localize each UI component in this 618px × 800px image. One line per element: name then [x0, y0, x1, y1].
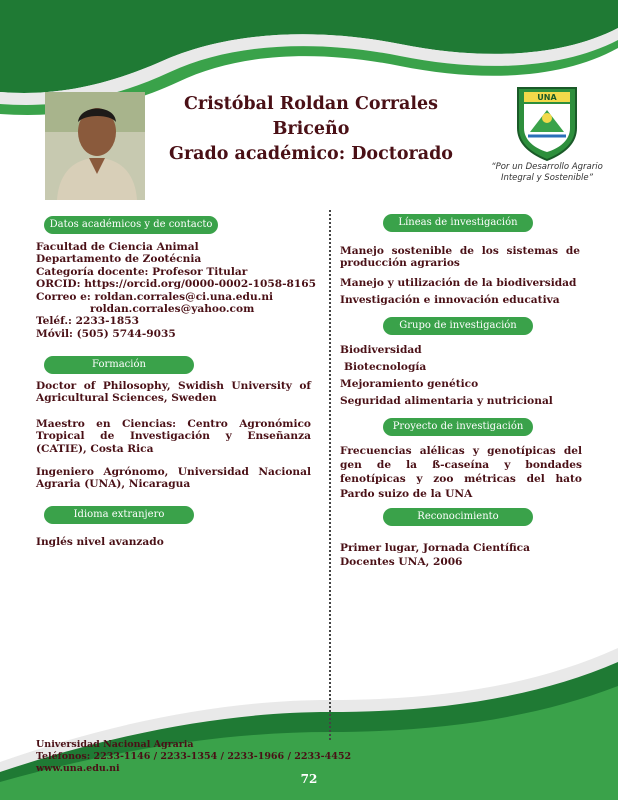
linea-item-3: Investigación e innovación educativa: [340, 294, 560, 306]
linea-item-1: Manejo sostenible de los sistemas de producción agrarios: [340, 245, 580, 270]
contact-line-phone: Teléf.: 2233-1853: [36, 315, 140, 328]
footer-website[interactable]: www.una.edu.ni: [36, 763, 120, 774]
motto-line-1: “Por un Desarrollo Agrario: [491, 162, 603, 172]
idioma-section-pill: Idioma extranjero: [44, 506, 194, 524]
proyecto-section-pill: Proyecto de investigación: [383, 418, 533, 436]
contact-line-email-2: roldan.corrales@yahoo.com: [90, 303, 255, 316]
institution-motto: [482, 162, 612, 184]
lineas-section-pill: Líneas de investigación: [383, 214, 533, 232]
header-title-block: [146, 92, 476, 167]
contact-line-department: Departamento de Zootécnia: [36, 253, 202, 266]
proyecto-text: Frecuencias alélicas y genotípicas del gen de la ß-caseína y bondades fenotípicas y zoo métricas del hato Pardo suizo de la UNA: [340, 445, 582, 500]
motto-line-2: Integral y Sostenible”: [500, 173, 594, 183]
page-number: 72: [300, 772, 318, 786]
contact-line-faculty: Facultad de Ciencia Animal: [36, 241, 199, 253]
formacion-section-pill: Formación: [44, 356, 194, 374]
contact-info: [36, 241, 326, 340]
svg-text:UNA: UNA: [537, 93, 557, 102]
grupo-item-1: Biodiversidad: [340, 344, 422, 356]
reconocimiento-text: Primer lugar, Jornada Científica Docentes UNA, 2006: [340, 542, 530, 568]
formacion-item-2: Maestro en Ciencias: Centro Agronómico Tropical de Investigación y Enseñanza (CATIE), Costa Rica: [36, 418, 311, 455]
reconocimiento-section-pill: Reconocimiento: [383, 508, 533, 526]
formacion-item-1: Doctor of Philosophy, Swidish University of Agricultural Sciences, Sweden: [36, 380, 311, 405]
contact-line-category: Categoría docente: Profesor Titular: [36, 265, 248, 278]
grupo-section-pill: Grupo de investigación: [383, 317, 533, 335]
academic-degree: Grado académico: Doctorado: [169, 144, 453, 164]
formacion-item-3: Ingeniero Agrónomo, Universidad Nacional Agraria (UNA), Nicaragua: [36, 466, 311, 491]
grupo-item-4: Seguridad alimentaria y nutricional: [340, 395, 553, 407]
profile-photo: [45, 92, 145, 200]
idioma-text: Inglés nivel avanzado: [36, 536, 164, 548]
una-seal-logo: [510, 82, 584, 162]
grupo-item-3: Mejoramiento genético: [340, 378, 479, 390]
linea-item-2: Manejo y utilización de la biodiversidad: [340, 277, 577, 289]
footer-contact: [36, 739, 351, 775]
footer-phones: Teléfonos: 2233-1146 / 2233-1354 / 2233-1966 / 2233-4452: [36, 751, 352, 762]
contact-line-email: Correo e: roldan.corrales@ci.una.edu.ni: [36, 290, 274, 303]
grupo-item-2: Biotecnología: [344, 361, 427, 373]
person-name: Cristóbal Roldan Corrales Briceño: [184, 94, 438, 139]
column-divider: [329, 210, 331, 740]
contact-line-orcid: ORCID: https://orcid.org/0000-0002-1058-8165: [36, 278, 316, 291]
contact-line-mobile: Móvil: (505) 5744-9035: [36, 327, 176, 340]
footer-institution: Universidad Nacional Agraria: [36, 739, 194, 750]
contact-section-pill: Datos académicos y de contacto: [44, 216, 218, 234]
